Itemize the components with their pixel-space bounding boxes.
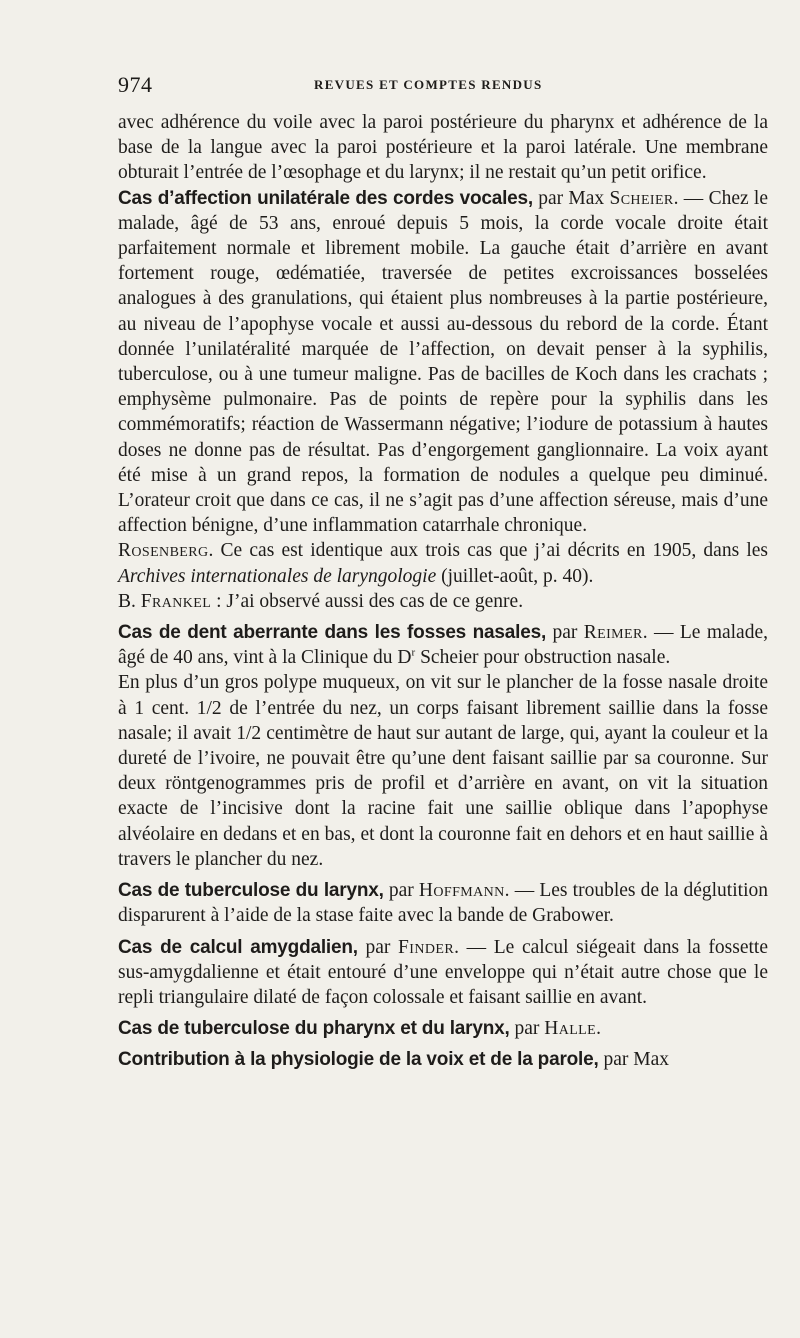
section-dent-aberrante bbox=[118, 620, 768, 670]
author-name: Halle bbox=[544, 1018, 597, 1040]
byline: par Max bbox=[532, 187, 610, 209]
paragraph-text: . — Le calcul siégeait dans la fossette sus-amygdalienne et était entouré d’une enveloppe qui n’était autre chose que le repli triangulaire dilaté de façon colossale et faisant saillie en avant. bbox=[118, 936, 769, 1008]
section-heading: Cas de tuberculose du pharynx et du larynx, bbox=[118, 1018, 510, 1040]
author-initial: B. bbox=[118, 590, 141, 612]
byline: par bbox=[509, 1018, 545, 1040]
section-tuberculose-pharynx bbox=[118, 1016, 768, 1041]
section-heading: Cas de calcul amygdalien, bbox=[118, 936, 358, 958]
journal-title: Archives internationales de laryngologie bbox=[118, 565, 437, 587]
running-title: REVUES ET COMPTES RENDUS bbox=[314, 77, 543, 92]
paragraph-text: : J’ai observé aussi des cas de ce genre. bbox=[211, 590, 524, 612]
section-tuberculose-larynx bbox=[118, 878, 768, 928]
author-name: Rosenberg bbox=[118, 540, 209, 562]
paragraph-text: . Ce cas est identique aux trois cas que j’ai décrits en 1905, dans les bbox=[208, 540, 768, 562]
section-heading: Contribution à la physiologie de la voix et de la parole, bbox=[118, 1049, 599, 1071]
paragraph-polype bbox=[118, 670, 768, 872]
article-body bbox=[118, 110, 768, 1073]
paragraph-text: . bbox=[596, 1018, 601, 1040]
author-name: Frankel bbox=[140, 590, 212, 612]
byline: par Max bbox=[598, 1049, 669, 1071]
paragraph-text: avec adhérence du voile avec la paroi postérieure du pharynx et adhérence de la base de la langue avec la paroi postérieure et la paroi latérale. Une membrane obturait l’entrée de l’œsophage et du larynx; il ne restait qu’un petit orifice. bbox=[118, 112, 768, 184]
byline: par bbox=[546, 622, 584, 644]
author-name: Hoffmann bbox=[418, 880, 505, 902]
section-heading: Cas de dent aberrante dans les fosses nasales, bbox=[118, 622, 547, 644]
author-name: Reimer bbox=[583, 622, 643, 644]
author-name: Scheier bbox=[609, 187, 674, 209]
paragraph-text: . — Les troubles de la déglutition disparurent à l’aide de la stase faite avec la bande de Grabower. bbox=[118, 880, 768, 927]
paragraph-text: . — Le malade, âgé de 40 ans, vint à la Clinique du D bbox=[118, 622, 768, 669]
section-physiologie-voix bbox=[118, 1047, 768, 1072]
superscript: r bbox=[411, 646, 416, 659]
section-calcul-amygdalien bbox=[118, 935, 768, 1011]
section-heading: Cas d’affection unilatérale des cordes vocales, bbox=[118, 187, 533, 209]
discussion-frankel bbox=[118, 589, 768, 614]
paragraph-continuation bbox=[118, 110, 768, 186]
section-heading: Cas de tuberculose du larynx, bbox=[118, 880, 384, 902]
discussion-rosenberg bbox=[118, 538, 768, 588]
byline: par bbox=[383, 880, 419, 902]
author-name: Finder bbox=[398, 936, 455, 958]
page-number: 974 bbox=[118, 72, 153, 97]
paragraph-text: Scheier pour obstruction nasale. bbox=[415, 647, 671, 669]
paragraph-text: . — Chez le malade, âgé de 53 ans, enroué depuis 5 mois, la corde vocale droite était parfaitement normale et librement mobile. La gauche était d’arrière en avant fortement rouge, œdématiée, traversée de petites excroissances bosselées analogues à des granulations, qui étaient plus nombreuses à la partie postérieure, au niveau de l’apophyse vocale et aussi au-dessous du rebord de la corde. Étant donnée l’unilatéralité marquée de l’affection, on devait penser à la syphilis, tuberculose, ou à une tumeur maligne. Pas de bacilles de Koch dans les crachats ; emphysème pulmonaire. Pas de points de repère pour la syphilis dans les commémoratifs; réaction de Wassermann négative; l’iodure de potassium à hautes doses ne donne pas de résultat. Pas d’engorgement ganglionnaire. La voix ayant été mise à un grand repos, la formation de nodules a quelque peu diminué. L’orateur croit que dans ce cas, il ne s’agit pas d’une affection séreuse, mais d’une affection bénigne, d’une inflammation catarrhale chronique. bbox=[118, 187, 768, 537]
page-header bbox=[118, 72, 768, 102]
paragraph-text: En plus d’un gros polype muqueux, on vit sur le plancher de la fosse nasale droite à 1 cent. 1/2 de l’entrée du nez, un corps faisant librement saillie dans la fosse nasale; il avait 1/2 centimètre de haut sur autant de large, qui, ayant la couleur et la dureté de l’ivoire, ne pouvait être qu’une dent faisant saillie par sa couronne. Sur deux röntgenogrammes pris de profil et d’arrière en avant, on vit la situation exacte de l’incisive dont la racine fait une saillie oblique dans l’apophyse alvéolaire en dedans et en bas, et dont la couronne fait en dehors et en haut saillie à travers le plancher du nez. bbox=[118, 672, 768, 870]
byline: par bbox=[357, 936, 399, 958]
paragraph-text: (juillet-août, p. 40). bbox=[436, 565, 594, 587]
section-affection-unilaterale bbox=[118, 186, 768, 539]
